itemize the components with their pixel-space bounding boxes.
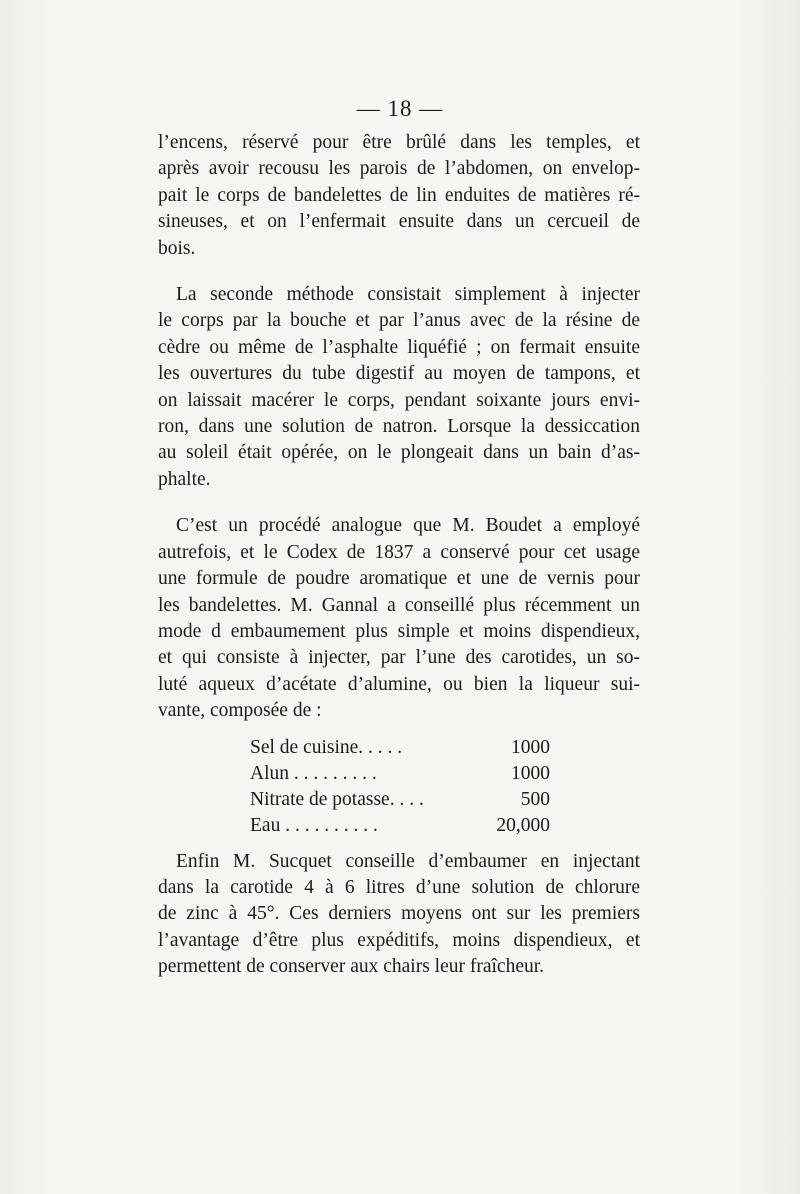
text-line: et qui consiste à injecter, par l’une des carotides, un so- [158,647,640,669]
text-line: bois. [158,237,196,259]
text-line: après avoir recousu les parois de l’abdomen, on envelop- [158,158,640,180]
ingredient-quantity: 500 [520,788,550,810]
text-line: les bandelettes. M. Gannal a conseillé plus récemment un [158,594,640,616]
ingredient-name: Sel de cuisine. . . . . [250,736,403,758]
text-line: pait le corps de bandelettes de lin enduites de matières ré- [158,184,640,206]
text-line: l’avantage d’être plus expéditifs, moins dispendieux, et [158,929,640,951]
recipe-list [250,735,550,839]
paragraph-3 [158,513,640,724]
text-line: luté aqueux d’acétate d’alumine, ou bien la liqueur sui- [158,673,640,695]
paragraph-2 [158,282,640,493]
text-line: phalte. [158,468,211,490]
recipe-item [250,787,550,813]
text-line: l’encens, réservé pour être brûlé dans les temples, et [158,132,640,153]
recipe-item [250,761,550,787]
ingredient-name: Alun . . . . . . . . . [250,762,377,784]
text-line: La seconde méthode consistait simplement à injecter [176,284,640,306]
text-line: une formule de poudre aromatique et une de vernis pour [158,568,640,590]
text-line: dans la carotide 4 à 6 litres d’une solution de chlorure [158,876,640,898]
text-line: le corps par la bouche et par l’anus avec de la résine de [158,310,640,332]
text-line: de zinc à 45°. Ces derniers moyens ont sur les premiers [158,903,640,925]
recipe-item [250,735,550,761]
text-line: mode d embaumement plus simple et moins dispendieux, [158,620,640,642]
ingredient-name: Nitrate de potasse. . . . [250,788,424,810]
text-line: on laissait macérer le corps, pendant soixante jours envi- [158,389,640,411]
text-line: les ouvertures du tube digestif au moyen de tampons, et [158,363,640,385]
text-line: vante, composée de : [158,700,322,722]
ingredient-quantity: 20,000 [496,814,550,836]
ingredient-name: Eau . . . . . . . . . . [250,814,378,836]
paragraph-4 [158,849,640,981]
paragraph-1 [158,130,640,262]
ingredient-quantity: 1000 [511,762,550,784]
recipe-item [250,813,550,839]
text-line: cèdre ou même de l’asphalte liquéfié ; on fermait ensuite [158,336,640,358]
text-line: C’est un procédé analogue que M. Boudet a employé [176,515,640,537]
text-line: ron, dans une solution de natron. Lorsque la dessiccation [158,416,640,438]
text-line: au soleil était opérée, on le plongeait dans un bain d’as- [158,442,640,464]
page-number: — 18 — [356,96,444,121]
text-line: autrefois, et le Codex de 1837 a conservé pour cet usage [158,541,640,563]
text-line: Enfin M. Sucquet conseille d’embaumer en injectant [176,850,640,872]
text-line: permettent de conserver aux chairs leur fraîcheur. [158,956,545,978]
body-text [158,130,640,981]
ingredient-quantity: 1000 [511,736,550,758]
text-line: sineuses, et on l’enfermait ensuite dans un cercueil de [158,211,640,233]
